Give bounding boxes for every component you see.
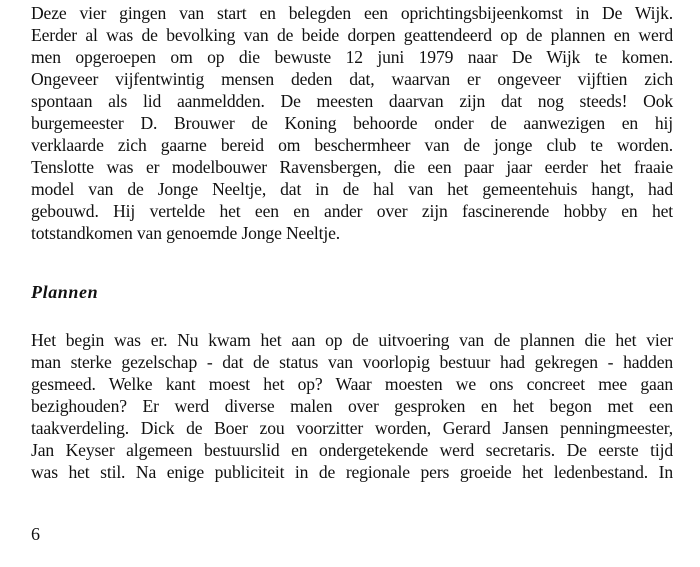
text-line: man sterke gezelschap - dat de status van voorlopig bestuur had gekregen - hadden: [31, 352, 673, 372]
page-number: 6: [31, 524, 40, 544]
section-heading: Plannen: [31, 282, 99, 302]
text-line: gesmeed. Welke kant moest het op? Waar moesten we ons concreet mee gaan: [31, 374, 673, 394]
text-line: totstandkomen van genoemde Jonge Neeltje.: [31, 223, 340, 243]
text-line: Eerder al was de bevolking van de beide dorpen geattendeerd op de plannen en werd: [31, 25, 673, 45]
text-line: taakverdeling. Dick de Boer zou voorzitter worden, Gerard Jansen penningmeester,: [31, 418, 673, 438]
text-line: was het stil. Na enige publiciteit in de regionale pers groeide het ledenbestand. In: [31, 462, 673, 482]
text-line: model van de Jonge Neeltje, dat in de hal van het gemeentehuis hangt, had: [31, 179, 673, 199]
text-line: bezighouden? Er werd diverse malen over gesproken en het begon met een: [31, 396, 673, 416]
text-line: Jan Keyser algemeen bestuurslid en ondergetekende werd secretaris. De eerste tijd: [31, 440, 673, 460]
text-line: Tenslotte was er modelbouwer Ravensbergen, die een paar jaar eerder het fraaie: [31, 157, 673, 177]
text-line: burgemeester D. Brouwer de Koning behoorde onder de aanwezigen en hij: [31, 113, 673, 133]
text-line: men opgeroepen om op die bewuste 12 juni 1979 naar De Wijk te komen.: [31, 47, 673, 67]
body-paragraph-1: [31, 2, 673, 244]
text-line: gebouwd. Hij vertelde het een en ander over zijn fascinerende hobby en het: [31, 201, 673, 221]
text-line: Het begin was er. Nu kwam het aan op de uitvoering van de plannen die het vier: [31, 330, 673, 350]
text-line: Deze vier gingen van start en belegden een oprichtingsbijeenkomst in De Wijk.: [31, 3, 673, 23]
text-line: spontaan als lid aanmeldden. De meesten daarvan zijn dat nog steeds! Ook: [31, 91, 673, 111]
text-line: verklaarde zich gaarne bereid om beschermheer van de jonge club te worden.: [31, 135, 673, 155]
body-paragraph-2: [31, 329, 673, 483]
text-line: Ongeveer vijfentwintig mensen deden dat, waarvan er ongeveer vijftien zich: [31, 69, 673, 89]
